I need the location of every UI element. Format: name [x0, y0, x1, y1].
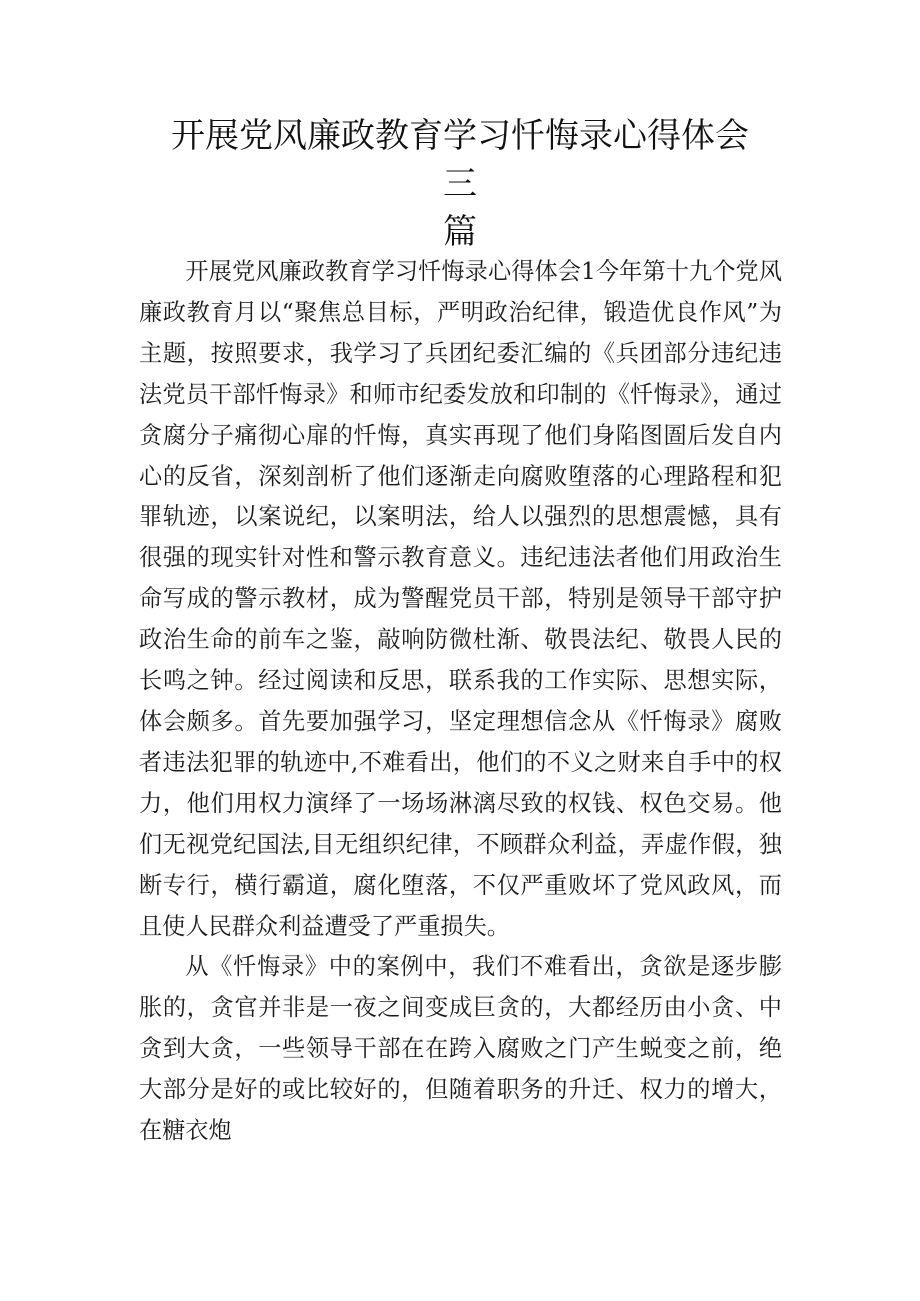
document-title-line-1: 开展党风廉政教育学习忏悔录心得体会三: [171, 116, 749, 204]
body-paragraph-1: 开展党风廉政教育学习忏悔录心得体会1今年第十九个党风廉政教育月以“聚焦总目标，严明政治纪律，锻造优良作风”为主题，按照要求，我学习了兵团纪委汇编的《兵团部分违纪违法党员干部忏悔录》和师市纪委发放和印制的《忏悔录》，通过贪腐分子痛彻心扉的忏悔，真实再现了他们身陷图圄后发自内心的反省，深刻剖析了他们逐渐走向腐败堕落的心理路程和犯罪轨迹，以案说纪，以案明法，给人以强烈的思想震憾，具有很强的现实针对性和警示教育意义。违纪违法者他们用政治生命写成的警示教材，成为警醒党员干部，特别是领导干部守护政治生命的前车之鉴，敲响防微杜渐、敬畏法纪、敬畏人民的长鸣之钟。经过阅读和反思，联系我的工作实际、思想实际，体会颇多。首先要加强学习，坚定理想信念从《忏悔录》腐败者违法犯罪的轨迹中,不难看出，他们的不义之财来自手中的权力，他们用权力演绎了一场场淋漓尽致的权钱、权色交易。他们无视党纪国法,目无组织纪律，不顾群众利益，弄虚作假，独断专行，横行霸道，腐化堕落，不仅严重败坏了党风政风，而且使人民群众利益遭受了严重损失。: [139, 258, 782, 940]
body-paragraph-2: 从《忏悔录》中的案例中，我们不难看出，贪欲是逐步膨胀的，贪官并非是一夜之间变成巨贪的，大都经历由小贪、中贪到大贪，一些领导干部在在跨入腐败之门产生蜕变之前，绝大部分是好的或比较好的，但随着职务的升迁、权力的增大，在糖衣炮: [139, 953, 782, 1145]
document-title: [160, 112, 760, 256]
document-title-line-2: 篇: [443, 212, 477, 252]
document-body: [139, 252, 782, 1152]
